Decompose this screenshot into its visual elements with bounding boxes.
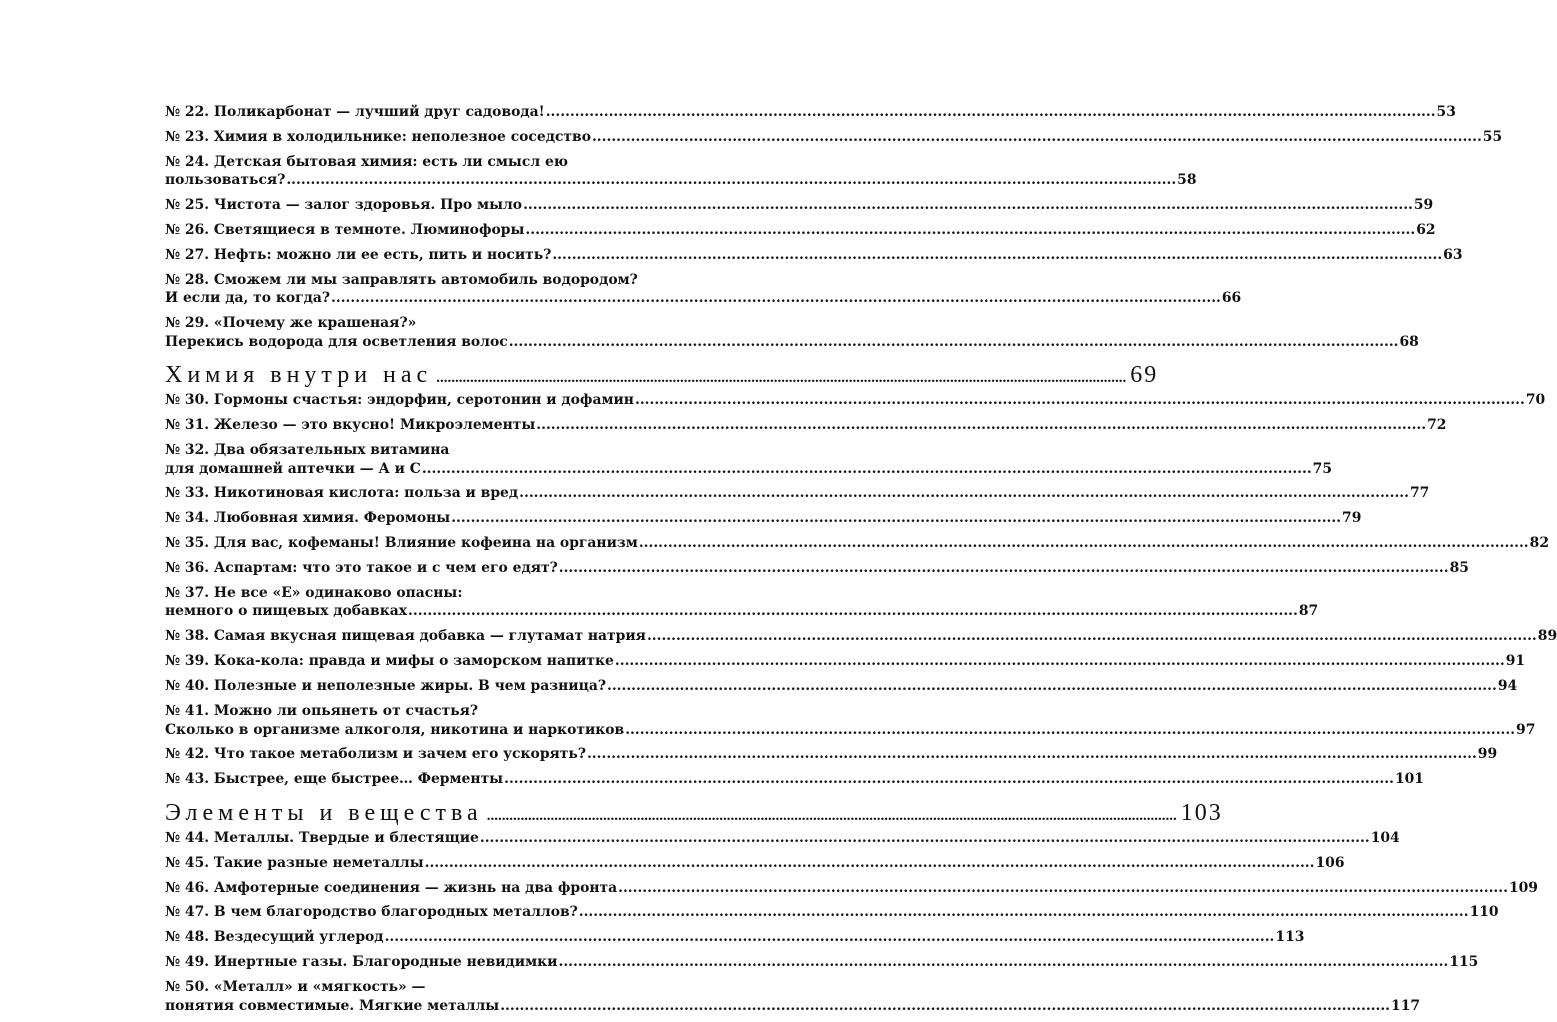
toc-entry bbox=[165, 221, 1436, 240]
toc-entry-line bbox=[165, 391, 1546, 410]
toc-page-number: 94 bbox=[1497, 678, 1518, 695]
toc-entry-title: для домашней аптечки — А и С bbox=[165, 460, 421, 477]
toc-entry-line bbox=[165, 627, 1557, 646]
toc-entry-line bbox=[165, 652, 1526, 671]
toc-page-number: 110 bbox=[1469, 904, 1499, 921]
toc-entry-title: Перекись водорода для осветления волос bbox=[165, 333, 508, 350]
toc-entry-line bbox=[165, 829, 1400, 848]
toc-entry-title: И если да, то когда? bbox=[165, 290, 331, 307]
toc-entry bbox=[165, 416, 1447, 435]
toc-entry bbox=[165, 770, 1424, 789]
toc-entry-title: Сколько в организме алкоголя, никотина и наркотиков bbox=[165, 721, 625, 738]
toc-entry-title: № 45. Такие разные неметаллы bbox=[165, 854, 424, 871]
toc-entry-line bbox=[165, 770, 1424, 789]
toc-entry-line bbox=[165, 171, 1197, 190]
dot-leader bbox=[635, 391, 1525, 410]
toc-entry-line bbox=[165, 677, 1518, 696]
dot-leader bbox=[519, 484, 1409, 503]
toc-group-1 bbox=[165, 103, 1503, 351]
dot-leader bbox=[425, 854, 1315, 873]
dot-leader bbox=[408, 602, 1298, 621]
dot-leader bbox=[546, 103, 1436, 122]
section-heading-elements-and-substances bbox=[165, 798, 1223, 828]
toc-page-number: 97 bbox=[1516, 721, 1536, 738]
toc-page-number: 115 bbox=[1449, 954, 1479, 971]
toc-entry-line bbox=[165, 196, 1434, 215]
toc-entry bbox=[165, 441, 1333, 478]
dot-leader bbox=[509, 333, 1399, 352]
toc-entry-title: № 38. Самая вкусная пищевая добавка — глутамат натрия bbox=[165, 628, 646, 645]
toc-entry-line bbox=[165, 602, 1319, 621]
toc-entry-title: № 34. Любовная химия. Феромоны bbox=[165, 510, 451, 527]
toc-entry-line bbox=[165, 854, 1345, 873]
dot-leader bbox=[618, 879, 1508, 898]
toc-page-number: 72 bbox=[1427, 417, 1447, 434]
dot-leader bbox=[331, 289, 1221, 308]
toc-entry-line bbox=[165, 702, 651, 721]
toc-entry-line bbox=[165, 314, 651, 333]
toc-entry bbox=[165, 702, 1536, 739]
toc-entry-title: № 33. Никотиновая кислота: польза и вред bbox=[165, 485, 519, 502]
toc-entry-line bbox=[165, 559, 1469, 578]
dot-leader bbox=[525, 221, 1415, 240]
toc-entry bbox=[165, 103, 1456, 122]
toc-page-number: 79 bbox=[1342, 510, 1362, 527]
toc-entry bbox=[165, 677, 1518, 696]
toc-entry-line bbox=[165, 745, 1498, 764]
dot-leader bbox=[451, 509, 1341, 528]
dot-leader bbox=[487, 808, 1177, 825]
dot-leader bbox=[647, 627, 1537, 646]
toc-entry-line bbox=[165, 903, 1499, 922]
toc-entry-line bbox=[165, 928, 1305, 947]
toc-entry bbox=[165, 391, 1546, 410]
toc-page-number: 75 bbox=[1312, 460, 1333, 477]
toc-entry-title: № 42. Что такое метаболизм и зачем его ускорять? bbox=[165, 746, 586, 763]
toc-page-number: 109 bbox=[1508, 879, 1538, 896]
toc-entry-title: № 26. Светящиеся в темноте. Люминофоры bbox=[165, 222, 525, 239]
toc-entry-line bbox=[165, 584, 651, 603]
toc-entry-title: пользоваться? bbox=[165, 172, 286, 189]
toc-entry bbox=[165, 196, 1434, 215]
table-of-contents bbox=[165, 103, 1557, 1022]
toc-entry-title: № 50. «Металл» и «мягкость» — bbox=[165, 979, 426, 996]
dot-leader bbox=[504, 770, 1394, 789]
toc-entry-line bbox=[165, 416, 1447, 435]
toc-entry-line bbox=[165, 978, 651, 997]
toc-entry-title: немного о пищевых добавках bbox=[165, 603, 408, 620]
toc-page-number: 66 bbox=[1221, 290, 1242, 307]
toc-group-2 bbox=[165, 391, 1557, 789]
toc-entry bbox=[165, 652, 1526, 671]
toc-page-number: 58 bbox=[1177, 172, 1197, 189]
dot-leader bbox=[559, 559, 1449, 578]
toc-entry-title: № 28. Сможем ли мы заправлять автомобиль водородом? bbox=[165, 271, 638, 288]
toc-entry bbox=[165, 246, 1463, 265]
toc-entry bbox=[165, 745, 1498, 764]
toc-entry-line bbox=[165, 997, 1421, 1016]
dot-leader bbox=[559, 953, 1449, 972]
toc-entry bbox=[165, 978, 1421, 1015]
dot-leader bbox=[536, 416, 1426, 435]
toc-entry-title: № 24. Детская бытовая химия: есть ли смысл ею bbox=[165, 153, 569, 170]
toc-entry-title: № 46. Амфотерные соединения — жизнь на два фронта bbox=[165, 879, 618, 896]
toc-entry-title: № 35. Для вас, кофеманы! Влияние кофеина на организм bbox=[165, 535, 638, 552]
toc-entry bbox=[165, 509, 1362, 528]
toc-entry bbox=[165, 314, 1419, 351]
toc-entry-line bbox=[165, 509, 1362, 528]
toc-entry-title: № 41. Можно ли опьянеть от счастья? bbox=[165, 703, 479, 720]
toc-entry-title: № 23. Химия в холодильнике: неполезное соседство bbox=[165, 128, 591, 145]
toc-page-number: 117 bbox=[1391, 997, 1421, 1014]
toc-entry-title: № 48. Вездесущий углерод bbox=[165, 929, 384, 946]
toc-entry-line bbox=[165, 333, 1419, 352]
toc-page-number: 68 bbox=[1399, 333, 1419, 350]
toc-entry-title: № 36. Аспартам: что это такое и с чем его едят? bbox=[165, 560, 558, 577]
toc-entry bbox=[165, 953, 1479, 972]
section-title: Элементы и вещества bbox=[165, 799, 483, 826]
toc-entry-line bbox=[165, 460, 1333, 479]
toc-page-number: 87 bbox=[1298, 603, 1319, 620]
dot-leader bbox=[587, 745, 1477, 764]
toc-entry-line bbox=[165, 128, 1503, 147]
toc-entry-title: № 25. Чистота — залог здоровья. Про мыло bbox=[165, 197, 523, 214]
toc-entry-line bbox=[165, 484, 1430, 503]
section-title: Химия внутри нас bbox=[165, 362, 433, 389]
toc-entry-title: № 30. Гормоны счастья: эндорфин, серотонин и дофамин bbox=[165, 392, 634, 409]
toc-entry bbox=[165, 559, 1469, 578]
toc-page-number: 55 bbox=[1482, 128, 1503, 145]
toc-page-number: 53 bbox=[1436, 104, 1456, 120]
toc-entry bbox=[165, 271, 1242, 308]
dot-leader bbox=[385, 928, 1275, 947]
toc-entry-title: № 31. Железо — это вкусно! Микроэлементы bbox=[165, 417, 536, 434]
toc-page-number: 104 bbox=[1370, 829, 1400, 846]
toc-entry-title: № 27. Нефть: можно ли ее есть, пить и носить? bbox=[165, 246, 552, 263]
toc-entry bbox=[165, 627, 1557, 646]
toc-entry-title: № 37. Не все «Е» одинаково опасны: bbox=[165, 584, 463, 601]
toc-page-number: 113 bbox=[1275, 929, 1305, 946]
toc-group-3 bbox=[165, 829, 1538, 1015]
section-heading-chemistry-inside-us bbox=[165, 360, 1159, 390]
toc-page-number: 89 bbox=[1537, 628, 1557, 645]
toc-entry-line bbox=[165, 271, 651, 290]
toc-page-number: 101 bbox=[1394, 771, 1424, 788]
section-page-number: 69 bbox=[1130, 362, 1159, 389]
toc-page-number: 70 bbox=[1525, 392, 1546, 409]
dot-leader bbox=[592, 128, 1482, 147]
toc-entry bbox=[165, 128, 1503, 147]
toc-page-number: 59 bbox=[1413, 197, 1434, 214]
toc-page-number: 99 bbox=[1477, 746, 1498, 763]
dot-leader bbox=[286, 171, 1176, 190]
toc-entry-line bbox=[165, 221, 1436, 240]
dot-leader bbox=[579, 903, 1469, 922]
toc-page-number: 77 bbox=[1409, 485, 1430, 502]
toc-entry-title: № 29. «Почему же крашеная?» bbox=[165, 315, 417, 332]
toc-page-number: 85 bbox=[1449, 560, 1469, 577]
toc-entry-title: № 40. Полезные и неполезные жиры. В чем разница? bbox=[165, 678, 606, 695]
toc-page-number: 63 bbox=[1443, 246, 1463, 263]
section-page-number: 103 bbox=[1180, 799, 1223, 826]
dot-leader bbox=[552, 246, 1442, 265]
toc-entry-line bbox=[165, 103, 1456, 122]
toc-entry-title: № 39. Кока-кола: правда и мифы о заморском напитке bbox=[165, 653, 614, 670]
dot-leader bbox=[500, 997, 1390, 1016]
toc-entry-title: № 44. Металлы. Твердые и блестящие bbox=[165, 829, 479, 846]
toc-entry-title: № 32. Два обязательных витамина bbox=[165, 442, 450, 459]
toc-entry-title: № 22. Поликарбонат — лучший друг садовода! bbox=[165, 104, 545, 120]
toc-entry-line bbox=[165, 153, 651, 172]
dot-leader bbox=[523, 196, 1413, 215]
toc-entry bbox=[165, 584, 1319, 621]
toc-page-number: 82 bbox=[1529, 535, 1549, 552]
toc-entry-line bbox=[165, 441, 651, 460]
toc-entry-title: № 49. Инертные газы. Благородные невидимки bbox=[165, 954, 558, 971]
toc-entry bbox=[165, 928, 1305, 947]
toc-entry-line bbox=[165, 289, 1242, 308]
dot-leader bbox=[422, 460, 1312, 479]
toc-entry-title: № 43. Быстрее, еще быстрее… Ферменты bbox=[165, 771, 504, 788]
toc-entry-line bbox=[165, 534, 1549, 553]
toc-entry bbox=[165, 854, 1345, 873]
toc-entry-line bbox=[165, 246, 1463, 265]
toc-entry bbox=[165, 829, 1400, 848]
toc-page-number: 62 bbox=[1416, 222, 1436, 239]
toc-entry bbox=[165, 484, 1430, 503]
dot-leader bbox=[615, 652, 1505, 671]
toc-page-number: 91 bbox=[1505, 653, 1526, 670]
toc-entry-line bbox=[165, 721, 1536, 740]
toc-entry-title: понятия совместимые. Мягкие металлы bbox=[165, 997, 500, 1014]
toc-entry-line bbox=[165, 953, 1479, 972]
dot-leader bbox=[625, 721, 1515, 740]
dot-leader bbox=[639, 534, 1529, 553]
toc-entry bbox=[165, 534, 1549, 553]
dot-leader bbox=[480, 829, 1370, 848]
toc-page-number: 106 bbox=[1315, 854, 1345, 871]
toc-entry-line bbox=[165, 879, 1538, 898]
dot-leader bbox=[607, 677, 1497, 696]
toc-entry-title: № 47. В чем благородство благородных металлов? bbox=[165, 904, 578, 921]
toc-entry bbox=[165, 153, 1197, 190]
dot-leader bbox=[436, 370, 1126, 387]
toc-entry bbox=[165, 903, 1499, 922]
toc-entry bbox=[165, 879, 1538, 898]
